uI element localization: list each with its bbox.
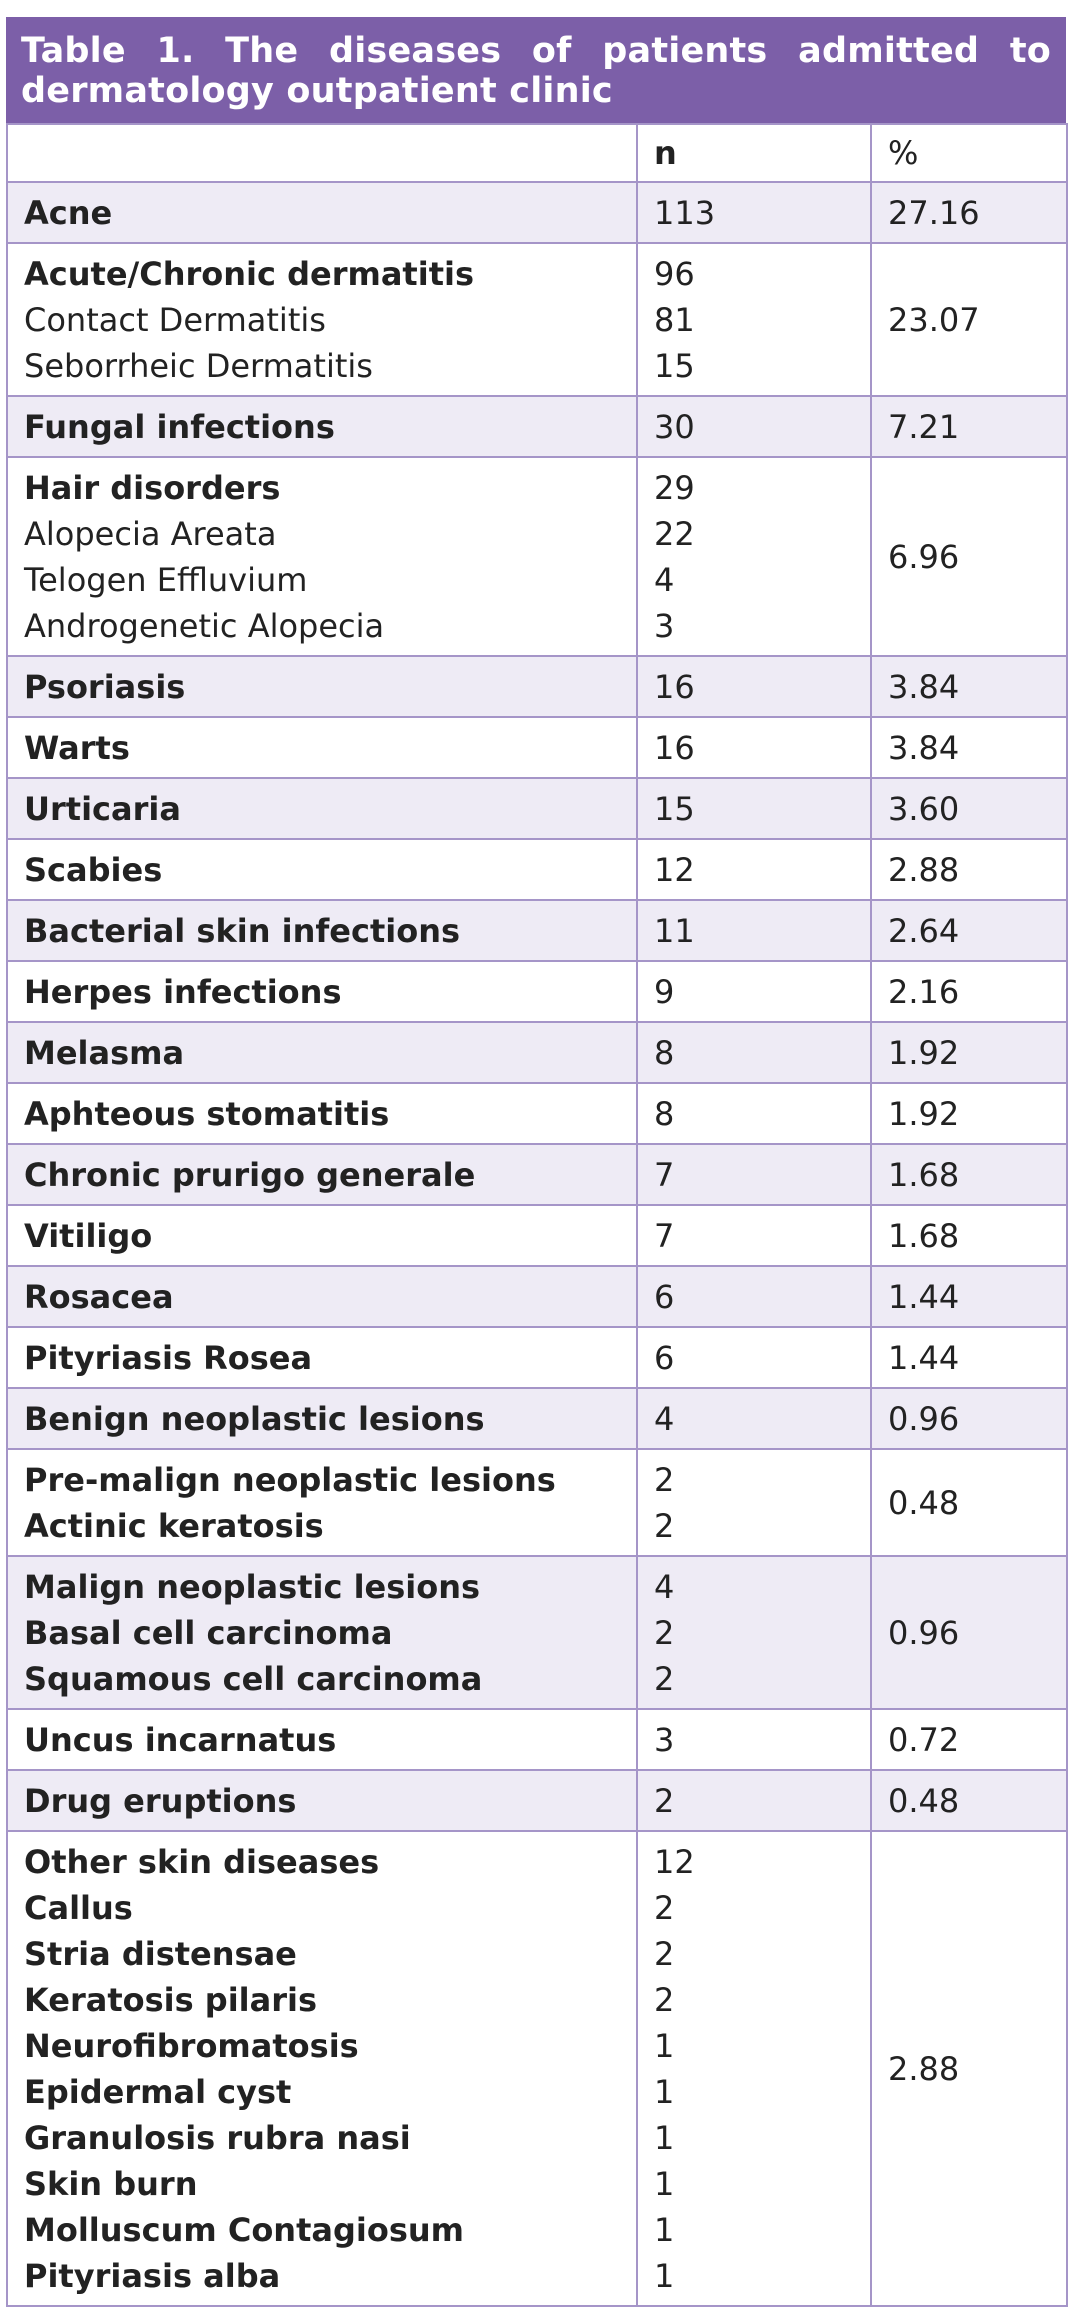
table-row	[7, 1709, 1067, 1770]
disease-label: Actinic keratosis	[24, 1507, 324, 1545]
disease-label: Benign neoplastic lesions	[24, 1400, 485, 1438]
disease-cell	[7, 182, 637, 243]
count-value: 1	[654, 2211, 675, 2249]
count-cell	[637, 1144, 871, 1205]
table-title: Table 1. The diseases of patients admitted to dermatology outpatient clinic	[6, 17, 1066, 123]
percent-cell: 7.21	[871, 396, 1067, 457]
disease-label: Squamous cell carcinoma	[24, 1660, 483, 1698]
percent-cell: 1.44	[871, 1327, 1067, 1388]
count-value: 16	[654, 668, 695, 706]
disease-cell	[7, 457, 637, 656]
table-row	[7, 778, 1067, 839]
table-row	[7, 1022, 1067, 1083]
table-row	[7, 1266, 1067, 1327]
percent-cell: 6.96	[871, 457, 1067, 656]
count-cell	[637, 1327, 871, 1388]
count-cell	[637, 457, 871, 656]
count-value: 22	[654, 515, 695, 553]
disease-cell	[7, 1709, 637, 1770]
disease-label: Basal cell carcinoma	[24, 1614, 393, 1652]
count-value: 96	[654, 255, 695, 293]
count-cell	[637, 1388, 871, 1449]
disease-label: Vitiligo	[24, 1217, 153, 1255]
disease-cell	[7, 839, 637, 900]
percent-cell: 1.68	[871, 1144, 1067, 1205]
disease-label: Neurofibromatosis	[24, 2027, 359, 2065]
disease-label: Psoriasis	[24, 668, 186, 706]
disease-label: Melasma	[24, 1034, 185, 1072]
percent-cell: 2.88	[871, 1831, 1067, 2306]
table-row	[7, 1556, 1067, 1709]
disease-label: Warts	[24, 729, 130, 767]
percent-cell: 0.96	[871, 1388, 1067, 1449]
disease-label: Granulosis rubra nasi	[24, 2119, 411, 2157]
count-value: 11	[654, 912, 695, 950]
count-value: 15	[654, 790, 695, 828]
disease-label: Stria distensae	[24, 1935, 297, 1973]
disease-cell	[7, 1022, 637, 1083]
count-value: 6	[654, 1339, 675, 1377]
percent-cell: 2.16	[871, 961, 1067, 1022]
percent-cell: 0.48	[871, 1449, 1067, 1556]
disease-cell	[7, 1144, 637, 1205]
count-cell	[637, 1556, 871, 1709]
count-cell	[637, 1022, 871, 1083]
disease-cell	[7, 900, 637, 961]
percent-cell: 3.60	[871, 778, 1067, 839]
disease-label: Drug eruptions	[24, 1782, 297, 1820]
table-row	[7, 656, 1067, 717]
disease-cell	[7, 656, 637, 717]
table-row	[7, 182, 1067, 243]
percent-cell: 2.64	[871, 900, 1067, 961]
percent-cell: 27.16	[871, 182, 1067, 243]
count-cell	[637, 1205, 871, 1266]
count-cell	[637, 1449, 871, 1556]
count-value: 3	[654, 607, 675, 645]
table-row	[7, 1831, 1067, 2306]
disease-label: Chronic prurigo generale	[24, 1156, 476, 1194]
count-value: 8	[654, 1095, 675, 1133]
count-cell	[637, 717, 871, 778]
disease-label: Scabies	[24, 851, 163, 889]
disease-label: Fungal infections	[24, 408, 335, 446]
percent-cell: 3.84	[871, 656, 1067, 717]
count-value: 2	[654, 1507, 675, 1545]
disease-label: Aphteous stomatitis	[24, 1095, 390, 1133]
percent-cell: 0.96	[871, 1556, 1067, 1709]
table-row	[7, 961, 1067, 1022]
disease-label: Herpes infections	[24, 973, 342, 1011]
count-value: 2	[654, 1889, 675, 1927]
count-cell	[637, 839, 871, 900]
count-value: 1	[654, 2165, 675, 2203]
count-cell	[637, 243, 871, 396]
disease-cell	[7, 1205, 637, 1266]
count-cell	[637, 1831, 871, 2306]
count-value: 1	[654, 2257, 675, 2295]
count-value: 8	[654, 1034, 675, 1072]
disease-label: Rosacea	[24, 1278, 174, 1316]
disease-cell	[7, 961, 637, 1022]
count-value: 15	[654, 347, 695, 385]
table-row	[7, 839, 1067, 900]
percent-cell: 1.44	[871, 1266, 1067, 1327]
percent-cell: 2.88	[871, 839, 1067, 900]
diseases-table	[6, 123, 1068, 2307]
count-value: 113	[654, 194, 716, 232]
count-value: 29	[654, 469, 695, 507]
count-value: 16	[654, 729, 695, 767]
count-value: 1	[654, 2119, 675, 2157]
disease-label: Telogen Effluvium	[24, 561, 308, 599]
percent-cell: 0.72	[871, 1709, 1067, 1770]
disease-label: Molluscum Contagiosum	[24, 2211, 464, 2249]
count-cell	[637, 182, 871, 243]
table-row	[7, 243, 1067, 396]
table-row	[7, 1083, 1067, 1144]
table-row	[7, 900, 1067, 961]
table-row	[7, 396, 1067, 457]
count-value: 2	[654, 1614, 675, 1652]
percent-cell: 1.68	[871, 1205, 1067, 1266]
disease-label: Skin burn	[24, 2165, 198, 2203]
table-row	[7, 1388, 1067, 1449]
count-cell	[637, 1266, 871, 1327]
count-value: 2	[654, 1660, 675, 1698]
disease-cell	[7, 243, 637, 396]
count-value: 4	[654, 1568, 675, 1606]
disease-label: Keratosis pilaris	[24, 1981, 318, 2019]
disease-cell	[7, 717, 637, 778]
disease-cell	[7, 778, 637, 839]
table-row	[7, 717, 1067, 778]
count-value: 12	[654, 851, 695, 889]
count-cell	[637, 900, 871, 961]
disease-cell	[7, 1831, 637, 2306]
count-cell	[637, 1709, 871, 1770]
disease-label: Pre-malign neoplastic lesions	[24, 1461, 556, 1499]
percent-cell: 1.92	[871, 1022, 1067, 1083]
percent-cell: 3.84	[871, 717, 1067, 778]
disease-label: Bacterial skin infections	[24, 912, 461, 950]
count-value: 4	[654, 1400, 675, 1438]
disease-label: Urticaria	[24, 790, 181, 828]
percent-cell: 23.07	[871, 243, 1067, 396]
disease-cell	[7, 1556, 637, 1709]
count-value: 3	[654, 1721, 675, 1759]
disease-label: Seborrheic Dermatitis	[24, 347, 373, 385]
disease-cell	[7, 1083, 637, 1144]
count-value: 12	[654, 1843, 695, 1881]
disease-cell	[7, 1449, 637, 1556]
count-cell	[637, 961, 871, 1022]
count-cell	[637, 1083, 871, 1144]
count-cell	[637, 778, 871, 839]
count-value: 2	[654, 1782, 675, 1820]
disease-label: Uncus incarnatus	[24, 1721, 337, 1759]
disease-label: Pityriasis alba	[24, 2257, 281, 2295]
disease-label: Malign neoplastic lesions	[24, 1568, 481, 1606]
table-row	[7, 1205, 1067, 1266]
disease-cell	[7, 1388, 637, 1449]
table-row	[7, 1449, 1067, 1556]
count-value: 1	[654, 2027, 675, 2065]
header-percent: %	[871, 124, 1067, 182]
count-value: 7	[654, 1217, 675, 1255]
disease-label: Acute/Chronic dermatitis	[24, 255, 474, 293]
table-row	[7, 1327, 1067, 1388]
count-value: 2	[654, 1935, 675, 1973]
disease-cell	[7, 1770, 637, 1831]
header-row	[7, 124, 1067, 182]
count-value: 4	[654, 561, 675, 599]
disease-label: Other skin diseases	[24, 1843, 380, 1881]
count-value: 30	[654, 408, 695, 446]
disease-label: Epidermal cyst	[24, 2073, 292, 2111]
count-value: 1	[654, 2073, 675, 2111]
header-label	[7, 124, 637, 182]
count-cell	[637, 656, 871, 717]
table-body	[7, 182, 1067, 2306]
disease-cell	[7, 1327, 637, 1388]
count-value: 81	[654, 301, 695, 339]
count-value: 7	[654, 1156, 675, 1194]
disease-label: Callus	[24, 1889, 133, 1927]
count-value: 2	[654, 1981, 675, 2019]
table-container	[6, 17, 1066, 2307]
disease-label: Acne	[24, 194, 113, 232]
percent-cell: 1.92	[871, 1083, 1067, 1144]
disease-label: Alopecia Areata	[24, 515, 277, 553]
count-cell	[637, 396, 871, 457]
disease-label: Contact Dermatitis	[24, 301, 326, 339]
disease-cell	[7, 1266, 637, 1327]
percent-cell: 0.48	[871, 1770, 1067, 1831]
table-row	[7, 1770, 1067, 1831]
disease-label: Androgenetic Alopecia	[24, 607, 385, 645]
table-row	[7, 1144, 1067, 1205]
disease-cell	[7, 396, 637, 457]
count-value: 6	[654, 1278, 675, 1316]
disease-label: Hair disorders	[24, 469, 281, 507]
count-cell	[637, 1770, 871, 1831]
disease-label: Pityriasis Rosea	[24, 1339, 313, 1377]
table-row	[7, 457, 1067, 656]
count-value: 9	[654, 973, 675, 1011]
count-value: 2	[654, 1461, 675, 1499]
header-n: n	[637, 124, 871, 182]
